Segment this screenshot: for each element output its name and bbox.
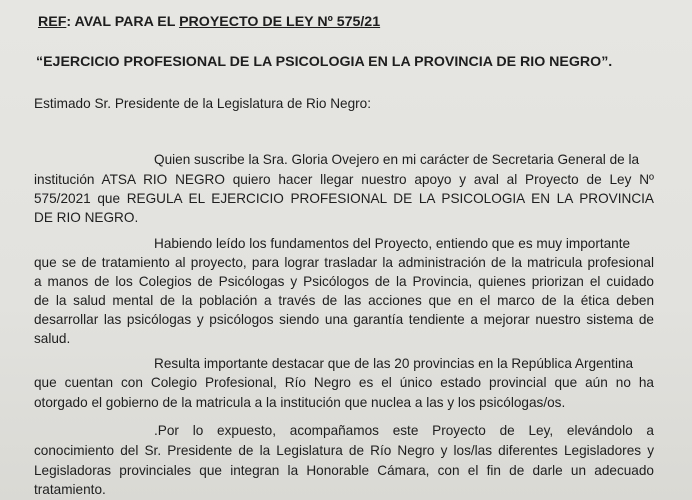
paragraph-1-line-1: Quien suscribe la Sra. Gloria Ovejero en mi carácter de Secretaria General de la: [154, 152, 640, 167]
paragraph-2-line-6: salud.: [34, 331, 71, 346]
ref-line: [38, 14, 380, 30]
paragraph-2-line-2: que se de tratamiento al proyecto, para lograr trasladar la administración de la matricula profesional: [34, 255, 654, 270]
paragraph-3-line-2: que cuentan con Colegio Profesional, Río Negro es el único estado provincial que aún no ha: [34, 375, 654, 390]
paragraph-1-line-2: institución ATSA RIO NEGRO quiero hacer llegar nuestro apoyo y aval al Proyecto de Ley Nº: [34, 172, 654, 187]
paragraph-4-line-3: Legisladoras provinciales que integran la Honorable Cámara, con el fin de darle un adecuado: [34, 463, 654, 478]
salutation: Estimado Sr. Presidente de la Legislatura de Rio Negro:: [34, 96, 372, 111]
paragraph-4-line-1: .Por lo expuesto, acompañamos este Proyecto de Ley, elevándolo a: [154, 423, 654, 438]
paragraph-2-line-5: desarrollar las psicólogas y psicólogos siendo una garantía tendiente a mejorar nuestro sistema de: [34, 312, 654, 327]
paragraph-2-line-3: a manos de los Colegios de Psicólogas y Psicólogos de la Provincia, quienes priorizan el cuidado: [34, 274, 654, 289]
ref-project-number: PROYECTO DE LEY Nº 575/21: [179, 14, 381, 30]
paragraph-4-line-4: tratamiento.: [34, 482, 106, 497]
paragraph-1-line-3: 575/2021 que REGULA EL EJERCICIO PROFESIONAL DE LA PSICOLOGIA EN LA PROVINCIA: [34, 191, 654, 206]
paragraph-2-line-4: de la salud mental de la población a través de las acciones que en el marco de la ética deben: [34, 293, 654, 308]
paragraph-2-line-1: Habiendo leído los fundamentos del Proyecto, entiendo que es muy importante: [154, 236, 631, 251]
paragraph-4-line-2: conocimiento del Sr. Presidente de la Legislatura de Río Negro y los/las diferentes Legisladores y: [34, 443, 654, 458]
ref-middle: : AVAL PARA EL: [66, 14, 180, 30]
ref-prefix: REF: [38, 14, 67, 30]
subject-line: “EJERCICIO PROFESIONAL DE LA PSICOLOGIA EN LA PROVINCIA DE RIO NEGRO”.: [36, 54, 613, 70]
paragraph-3-line-3: otorgado el gobierno de la matricula a la institución que nuclea a las y los psicólogas/os.: [34, 395, 566, 410]
paragraph-1-line-4: DE RIO NEGRO.: [34, 210, 139, 225]
paragraph-3-line-1: Resulta importante destacar que de las 20 provincias en la República Argentina: [154, 356, 634, 371]
